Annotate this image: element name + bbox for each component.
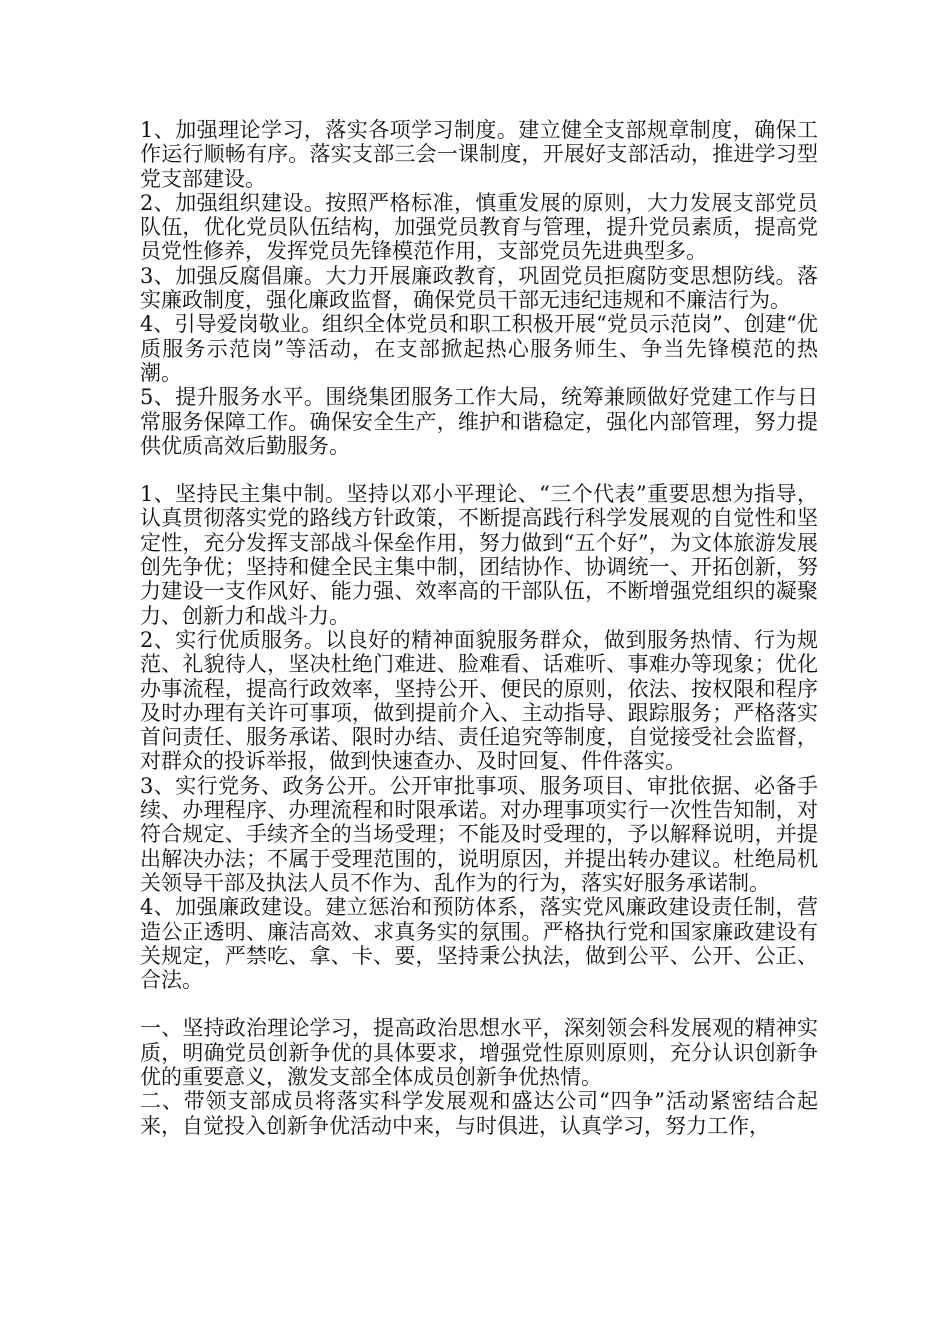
- paragraph: 2、加强组织建设。按照严格标准，慎重发展的原则，大力发展支部党员队伍，优化党员队伍结构，加强党员教育与管理，提升党员素质，提高党员党性修养，发挥党员先锋模范作用，支部党员先进典型多。: [140, 190, 818, 264]
- paragraph: 3、实行党务、政务公开。公开审批事项、服务项目、审批依据、必备手续、办理程序、办理流程和时限承诺。对办理事项实行一次性告知制，对符合规定、手续齐全的当场受理；不能及时受理的，予以解释说明，并提出解决办法；不属于受理范围的，说明原因，并提出转办建议。杜绝局机关领导干部及执法人员不作为、乱作为的行为，落实好服务承诺制。: [140, 773, 818, 895]
- paragraph: 二、带领支部成员将落实科学发展观和盛达公司“四争”活动紧密结合起来，自觉投入创新争优活动中来，与时俱进，认真学习，努力工作，: [140, 1089, 818, 1138]
- section-1: [140, 118, 818, 458]
- paragraph: 3、加强反腐倡廉。大力开展廉政教育，巩固党员拒腐防变思想防线。落实廉政制度，强化廉政监督，确保党员干部无违纪违规和不廉洁行为。: [140, 263, 818, 313]
- paragraph: 4、引导爱岗敬业。组织全体党员和职工积极开展“党员示范岗”、创建“优质服务示范岗”等活动，在支部掀起热心服务师生、争当先锋模范的热潮。: [140, 312, 818, 385]
- document-page: [140, 118, 818, 1138]
- paragraph: 2、实行优质服务。以良好的精神面貌服务群众，做到服务热情、行为规范、礼貌待人，坚决杜绝门难进、脸难看、话难听、事难办等现象；优化办事流程，提高行政效率，坚持公开、便民的原则，依法、按权限和程序及时办理有关许可事项，做到提前介入、主动指导、跟踪服务；严格落实首问责任、服务承诺、限时办结、责任追究等制度，自觉接受社会监督，对群众的投诉举报，做到快速查办、及时回复、件件落实。: [140, 627, 818, 774]
- paragraph: 一、坚持政治理论学习，提高政治思想水平，深刻领会科发展观的精神实质，明确党员创新争优的具体要求，增强党性原则原则，充分认识创新争优的重要意义，激发支部全体成员创新争优热情。: [140, 1016, 818, 1089]
- paragraph: 1、坚持民主集中制。坚持以邓小平理论、“三个代表”重要思想为指导，认真贯彻落实党的路线方针政策，不断提高践行科学发展观的自觉性和坚定性，充分发挥支部战斗保垒作用，努力做到“五个好”，为文体旅游发展创先争优；坚持和健全民主集中制，团结协作、协调统一、开拓创新，努力建设一支作风好、能力强、效率高的干部队伍，不断增强党组织的凝聚力、创新力和战斗力。: [140, 482, 818, 628]
- section-2: [140, 482, 818, 992]
- section-3: [140, 1016, 818, 1137]
- paragraph: 1、加强理论学习，落实各项学习制度。建立健全支部规章制度，确保工作运行顺畅有序。落实支部三会一课制度，开展好支部活动，推进学习型党支部建设。: [140, 118, 818, 191]
- paragraph: 4、加强廉政建设。建立惩治和预防体系，落实党风廉政建设责任制，营造公正透明、廉洁高效、求真务实的氛围。严格执行党和国家廉政建设有关规定，严禁吃、拿、卡、要，坚持秉公执法，做到公平、公开、公正、合法。: [140, 895, 818, 993]
- paragraph: 5、提升服务水平。围绕集团服务工作大局，统筹兼顾做好党建工作与日常服务保障工作。确保安全生产，维护和谐稳定，强化内部管理，努力提供优质高效后勤服务。: [140, 385, 818, 458]
